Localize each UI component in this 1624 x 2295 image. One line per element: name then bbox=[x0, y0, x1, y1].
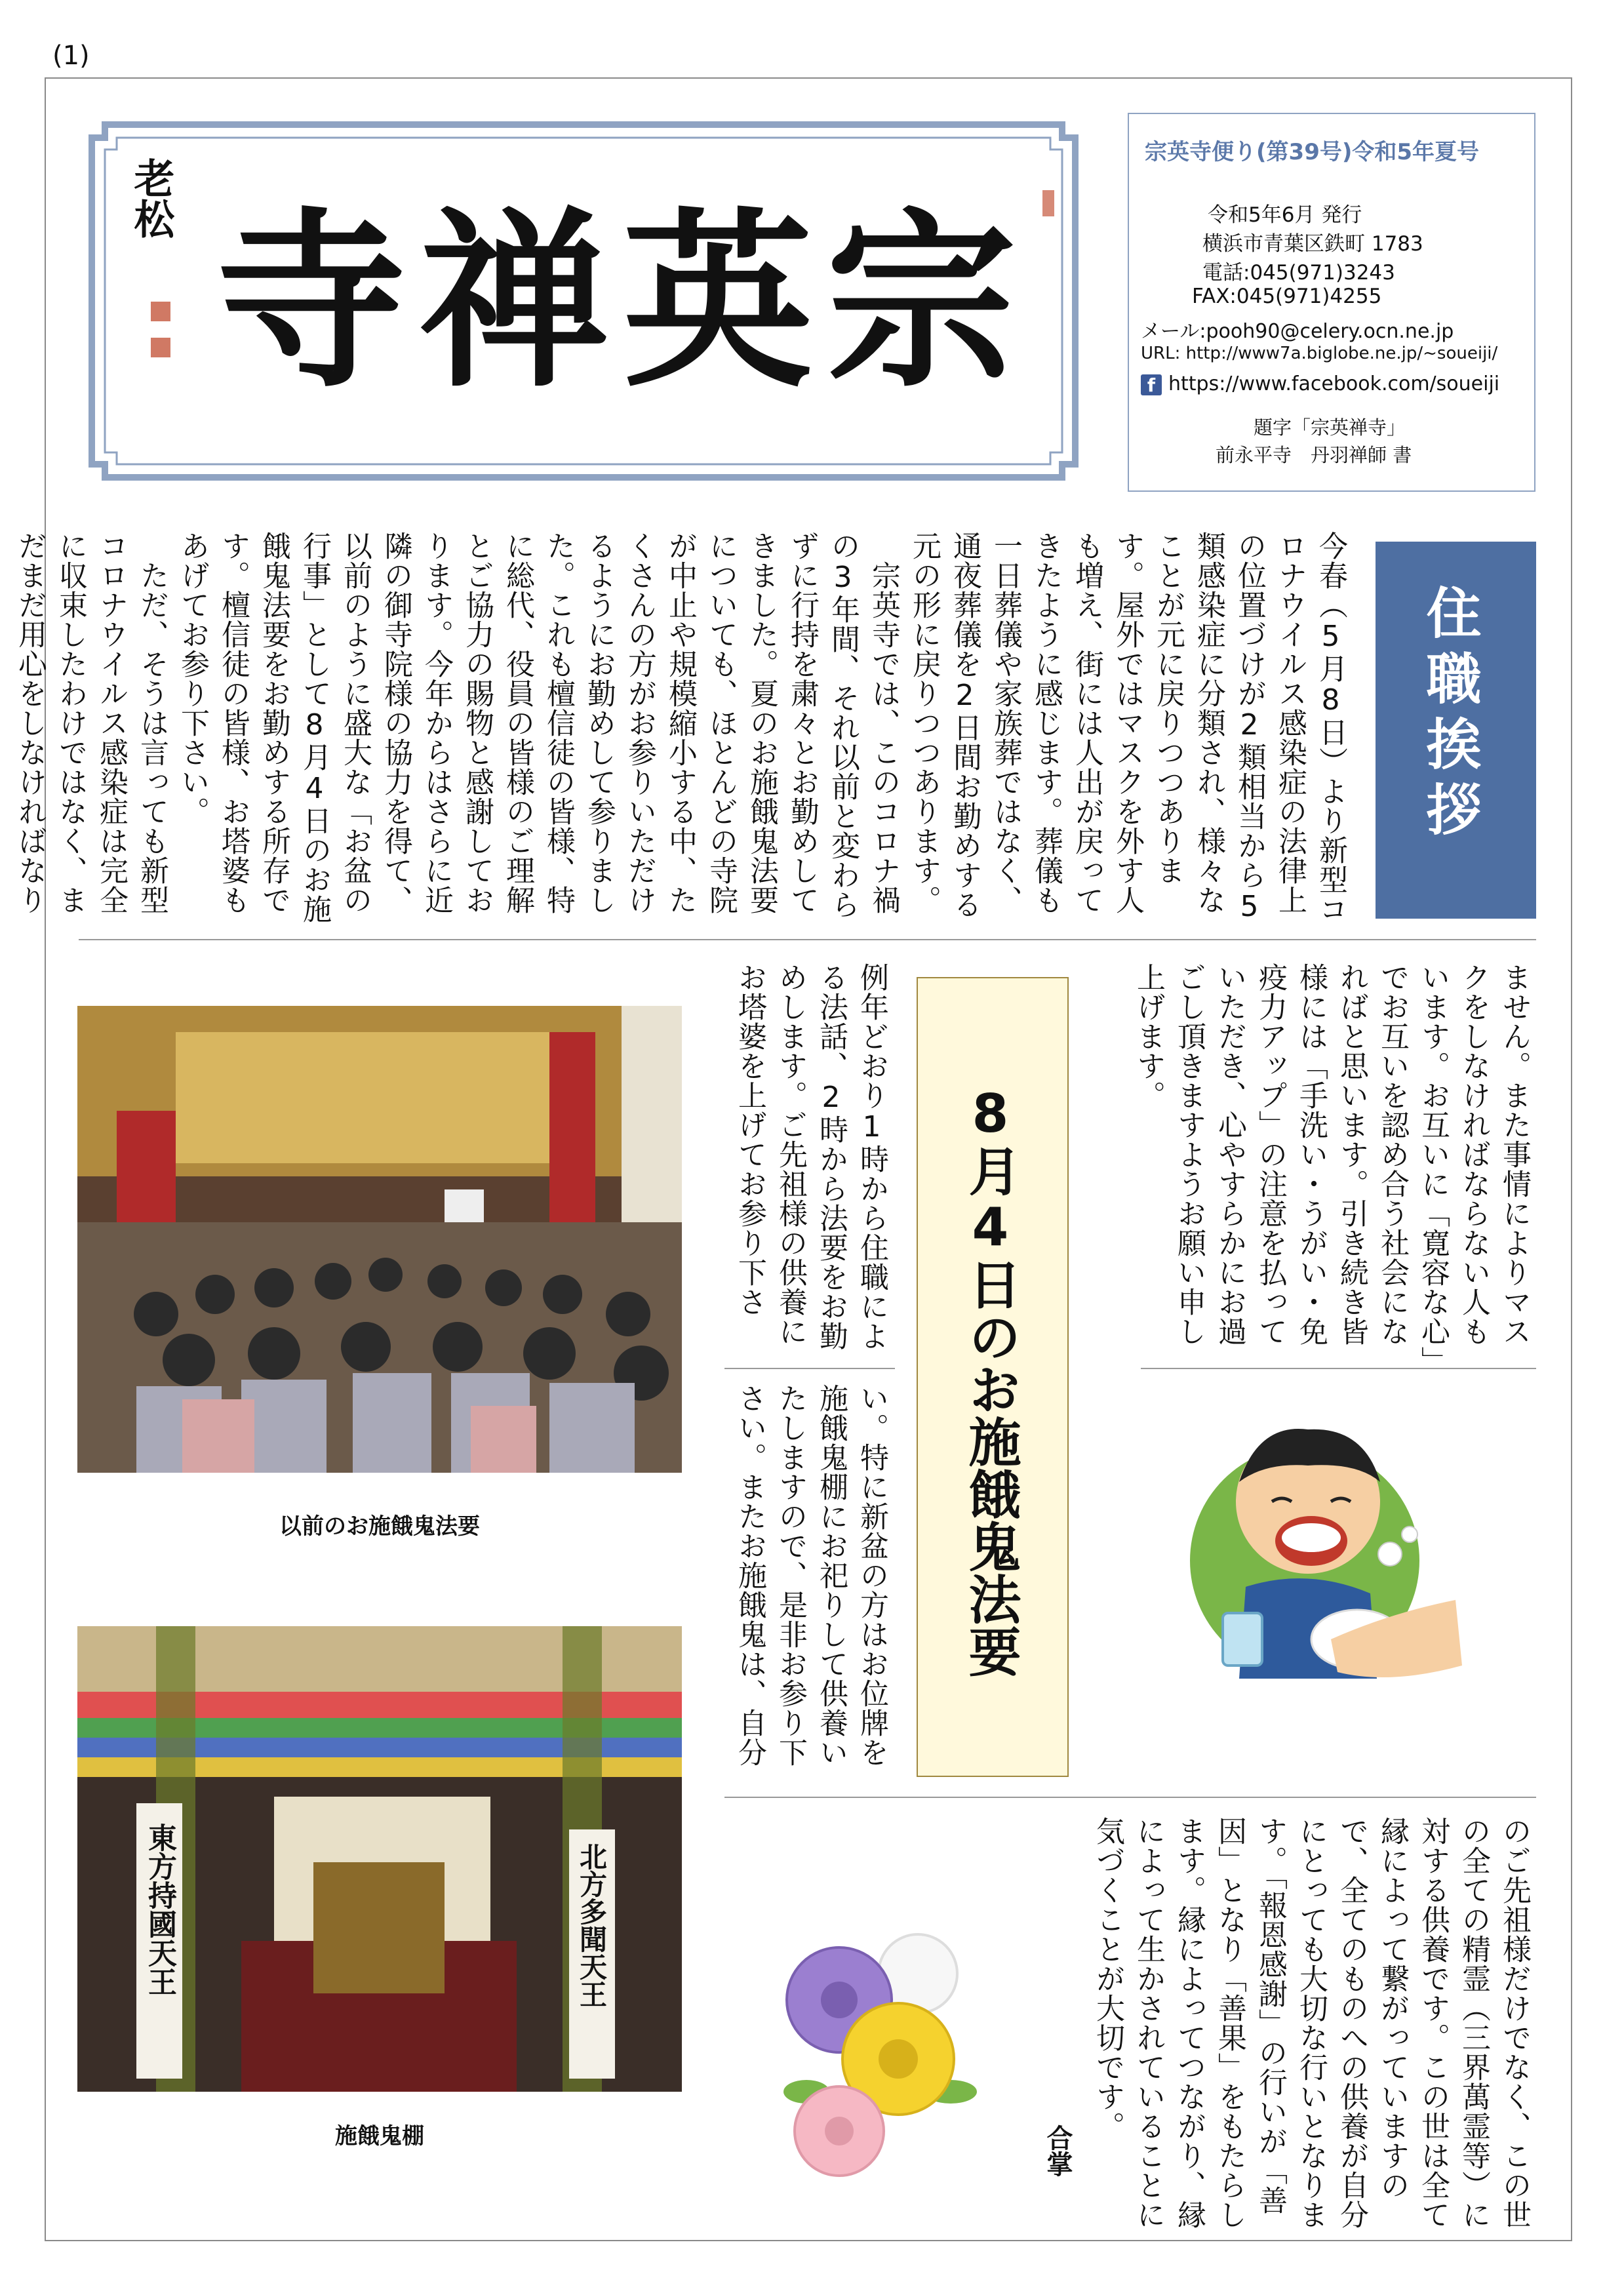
facebook-icon: f bbox=[1141, 374, 1162, 395]
handwashing-illustration bbox=[1193, 1403, 1469, 1731]
masthead-title: 宗英禅寺 bbox=[216, 190, 1029, 413]
calligraphy-credit-title: 題字「宗英禅寺」 bbox=[1254, 416, 1406, 439]
info-box bbox=[1128, 113, 1535, 492]
segaki-body-continued: のご先祖様だけでなく、この世の全ての精霊（三界萬霊等）に対する供養です。この世は全て縁によって繋がっていますので、全てのものへの供養が自分にとっても大切な行いとなります。「報恩感謝」の行いが「善因」となり「善果」をもたらします。縁によってつながり、縁によって生かされていることに気づくことが大切です。 bbox=[1091, 1816, 1531, 2229]
calligraphy-credit-author: 前永平寺 丹羽禅師 書 bbox=[1216, 444, 1412, 466]
photo1-caption: 以前のお施餓鬼法要 bbox=[279, 1513, 480, 1540]
chrysanthemum-illustration bbox=[767, 1921, 997, 2197]
website-url[interactable]: URL: http://www7a.biglobe.ne.jp/~soueiji/ bbox=[1141, 344, 1498, 363]
photo-segaki-altar bbox=[77, 1626, 682, 2092]
page-number: (1) bbox=[52, 41, 90, 71]
divider-3 bbox=[724, 1368, 895, 1369]
masthead bbox=[79, 111, 1088, 490]
photo-past-segaki bbox=[77, 1006, 682, 1473]
segaki-body-top: 例年どおり1時から住職による法話、2時から法要をお勤めします。ご先祖様の供養にお塔婆を上げてお参り下さ bbox=[733, 963, 888, 1351]
greeting-title-box bbox=[1376, 542, 1536, 919]
address: 横浜市青葉区鉄町 1783 bbox=[1202, 232, 1423, 256]
segaki-title: 8月4日のお施餓鬼法要 bbox=[960, 1083, 1021, 1677]
published-date: 令和5年6月 発行 bbox=[1208, 203, 1362, 227]
issue-label: 宗英寺便り(第39号)令和5年夏号 bbox=[1145, 139, 1480, 165]
greeting-title: 住職挨拶 bbox=[1426, 582, 1486, 843]
banner-east: 東方持國天王 bbox=[143, 1823, 176, 1996]
seal-signature: 老松 bbox=[127, 157, 175, 239]
photo2-caption: 施餓鬼棚 bbox=[335, 2123, 424, 2149]
banner-north: 北方多聞天王 bbox=[576, 1843, 608, 2008]
segaki-body-bottom: い。特に新盆の方はお位牌を施餓鬼棚にお祀りして供養いたしますので、是非お参り下さい。またお施餓鬼は、自分 bbox=[733, 1384, 888, 1767]
email[interactable]: メール:pooh90@celery.ocn.ne.jp bbox=[1141, 320, 1454, 343]
divider-1 bbox=[79, 939, 1536, 940]
facebook-link[interactable] bbox=[1141, 372, 1499, 395]
phone: 電話:045(971)3243 bbox=[1202, 261, 1395, 285]
greeting-body: 今春（5月8日）より新型コロナウイルス感染症の法律上の位置づけが2類相当から5類感染症に分類され、様々なことが元に戻りつつあります。屋外ではマスクを外す人も増え、街には人出が戻ってきたように感じます。葬儀も一日葬儀や家族葬ではなく、通夜葬儀を2日間お勤めする元の形に戻りつつあります。 宗英寺では、このコロナ禍の3年間、それ以前と変わらずに行持を粛々とお勤めしてきました。夏のお施餓鬼法要についても、ほとんどの寺院が中止や規模縮小する中、たくさんの方がお参りいただけるようにお勤めして参りました。これも檀信徒の皆様、特に総代、役員の皆様のご理解とご協力の賜物と感謝しております。今年からはさらに近隣の御寺院様の協力を得て、以前のように盛大な「お盆の行事」として8月4日のお施餓鬼法要をお勤めする所存です。檀信徒の皆様、お塔婆もあげてお参り下さい。 ただ、そうは言っても新型コロナウイルス感染症は完全に収束したわけではなく、まだまだ用心をしなければなり bbox=[13, 531, 1347, 924]
divider-4 bbox=[724, 1797, 1536, 1798]
segaki-title-box bbox=[917, 977, 1069, 1777]
divider-2 bbox=[1141, 1368, 1536, 1369]
greeting-body-continued: ません。また事情によりマスクをしなければならない人もいます。お互いに「寛容な心」でお互いを認め合う社会になればと思います。引き続き皆様には「手洗い・うがい・免疫力アップ」の注意を払っていただき、心やすらかにお過ごし頂きますようお願い申し上げます。 bbox=[1132, 963, 1531, 1361]
facebook-url: https://www.facebook.com/soueiji bbox=[1168, 372, 1500, 395]
fax: FAX:045(971)4255 bbox=[1192, 285, 1382, 308]
closing-gassho: 合掌 bbox=[1042, 2125, 1073, 2177]
